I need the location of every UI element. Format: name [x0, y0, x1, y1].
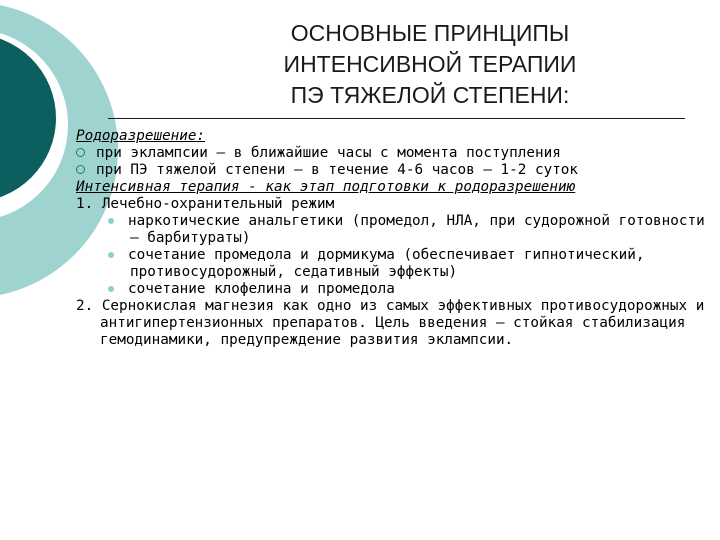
delivery-item-severe-pe — [76, 162, 716, 179]
bullet-text: сочетание промедола и дормикума (обеспечивает гипнотический, противосудорожный, седативный эффекты) — [128, 247, 645, 280]
title-divider — [108, 118, 685, 119]
bullet-text: сочетание клофелина и промедола — [128, 281, 395, 297]
circle-bullet-icon — [76, 148, 85, 157]
intensive-therapy-heading: Интенсивная терапия - как этап подготовки к родоразрешению — [76, 179, 576, 195]
item-1-bullet — [76, 213, 716, 247]
delivery-item-text: при эклампсии – в ближайшие часы с момента поступления — [96, 145, 561, 161]
slide-body — [76, 128, 716, 349]
delivery-item-text: при ПЭ тяжелой степени – в течение 4-6 часов – 1-2 суток — [96, 162, 579, 178]
item-1-label: 1. Лечебно-охранительный режим — [76, 196, 335, 212]
title-line-3: ПЭ ТЯЖЕЛОЙ СТЕПЕНИ: — [290, 82, 570, 108]
item-1-bullet — [76, 247, 716, 281]
title-line-2: ИНТЕНСИВНОЙ ТЕРАПИИ — [283, 51, 577, 77]
dot-bullet-icon — [108, 218, 114, 224]
circle-bullet-icon — [76, 165, 85, 174]
delivery-item-eclampsia — [76, 145, 716, 162]
slide-title — [150, 18, 710, 111]
item-2-text: 2. Сернокислая магнезия как одно из самых эффективных противосудорожных и антигипертензионных препаратов. Цель введения – стойкая стабилизация гемодинамики, предупреждение развития эклампсии. — [76, 298, 705, 348]
dot-bullet-icon — [108, 286, 114, 292]
dot-bullet-icon — [108, 252, 114, 258]
title-line-1: ОСНОВНЫЕ ПРИНЦИПЫ — [290, 20, 570, 46]
bullet-text: наркотические анальгетики (промедол, НЛА, при судорожной готовности – барбитураты) — [128, 213, 705, 246]
item-1-bullet — [76, 281, 716, 298]
delivery-heading: Родоразрешение: — [76, 128, 206, 144]
